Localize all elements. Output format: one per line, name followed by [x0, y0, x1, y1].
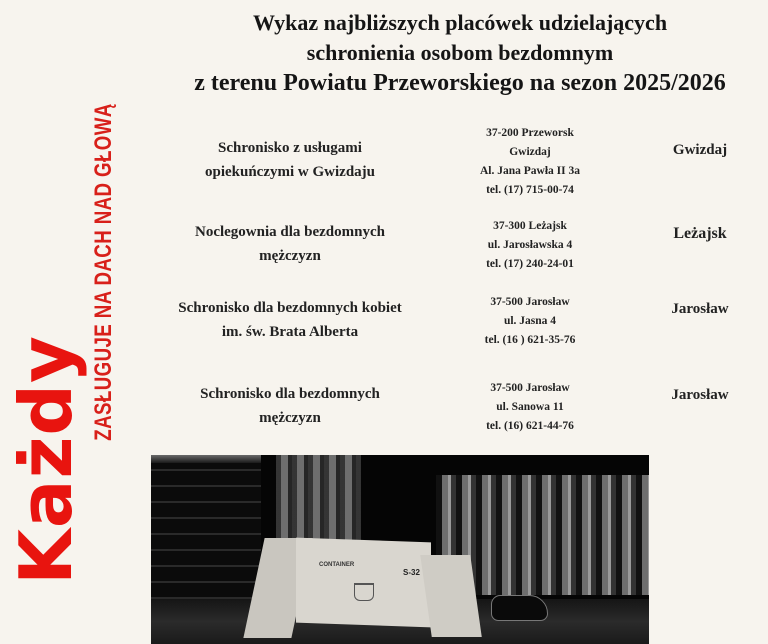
- shelter-name-line: Schronisko dla bezdomnych: [200, 386, 380, 402]
- shelter-name-line: mężczyzn: [259, 248, 321, 264]
- address-line: 37-500 Jarosław: [490, 382, 570, 394]
- shelter-row: [150, 382, 768, 462]
- phone-number: tel. (17) 240-24-01: [486, 258, 574, 270]
- shelter-address: [455, 293, 605, 350]
- box-code: S-32: [403, 568, 420, 577]
- phone-number: tel. (16 ) 621-35-76: [484, 334, 576, 346]
- brand-tagline: [92, 56, 116, 489]
- shelter-name-line: Noclegownia dla bezdomnych: [194, 224, 385, 240]
- sneaker: [491, 595, 548, 621]
- shelter-address: [455, 124, 605, 200]
- address-line: 37-500 Jarosław: [490, 296, 570, 308]
- shelter-row: [150, 122, 768, 202]
- shelter-row: [150, 296, 768, 376]
- phone-number: tel. (17) 715-00-74: [486, 184, 574, 196]
- shelter-name-line: Schronisko z usługami: [218, 140, 362, 156]
- title-line-3: z terenu Powiatu Przeworskiego na sezon 2025/2026: [194, 70, 726, 96]
- address-line: ul. Sanowa 11: [496, 401, 564, 413]
- address-line: Al. Jana Pawła II 3a: [480, 165, 580, 177]
- address-line: ul. Jarosławska 4: [487, 239, 573, 251]
- address-line: 37-300 Leżajsk: [493, 220, 567, 232]
- shelter-city: Gwizdaj: [672, 142, 728, 158]
- shelter-name: [150, 136, 430, 184]
- shelter-address: [455, 217, 605, 274]
- shelter-name-line: im. św. Brata Alberta: [221, 324, 359, 340]
- shelter-name: [150, 382, 430, 430]
- shelter-name-line: Schronisko dla bezdomnych kobiet: [178, 300, 402, 316]
- shelter-city: Jarosław: [671, 301, 729, 317]
- brand-logo-word: Każdy: [4, 335, 88, 585]
- shelter-name-line: mężczyzn: [259, 410, 321, 426]
- shelter-city: Leżajsk: [673, 225, 727, 242]
- shelter-city: Jarosław: [671, 387, 729, 403]
- address-line: 37-200 Przeworsk: [486, 127, 574, 139]
- page-title: [170, 8, 750, 98]
- homeless-person-photo: [151, 455, 649, 644]
- box-label: CONTAINER: [319, 562, 355, 568]
- address-line: ul. Jasna 4: [503, 315, 557, 327]
- cup-icon: [354, 583, 374, 601]
- shelter-name: [150, 220, 430, 268]
- shelter-row: [150, 220, 768, 300]
- tagline-text: ZASŁUGUJE NA DACH NAD GŁOWĄ: [90, 103, 117, 441]
- shutter-left: [276, 455, 361, 550]
- shelter-name: [140, 296, 440, 344]
- address-line: Gwizdaj: [509, 146, 551, 158]
- title-line-2: schronienia osobom bezdomnym: [306, 40, 614, 65]
- shelter-address: [455, 379, 605, 436]
- title-line-1: Wykaz najbliższych placówek udzielających: [252, 10, 668, 35]
- shelter-name-line: opiekuńczymi w Gwizdaju: [204, 164, 375, 180]
- phone-number: tel. (16) 621-44-76: [486, 420, 574, 432]
